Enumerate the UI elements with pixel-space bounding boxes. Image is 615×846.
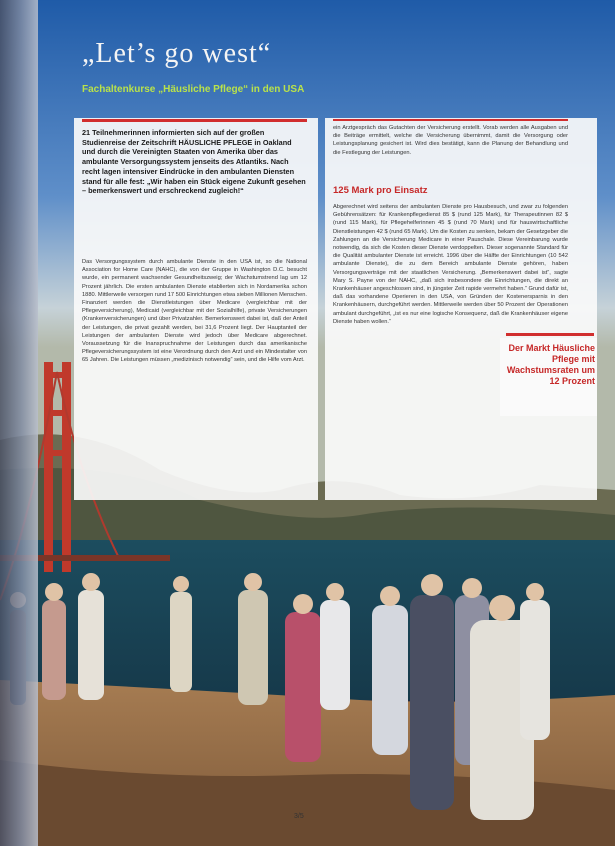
article-title: „Let’s go west“ bbox=[82, 38, 272, 69]
page-spine bbox=[0, 0, 38, 846]
body-text-left: Das Versorgungssystem durch ambulante Dienste in den USA ist, so die National Association for Home Care (NAHC), die von der Gruppe in Washington D.C. besucht wurde, ein permanent wachsender Gesundheitszweig; der Wachstumstrend lag um 12 Prozent jährlich. Die ersten ambulanten Dienste etablierten sich in Nordamerika schon 1880. Mittlerweile versorgen rund 17 500 Einrichtungen etwa sieben Millionen Menschen. Finanziert werden die Dienstleistungen über Medicare (vergleichbar mit der Pflegeversicherung), Medicaid (vergleichbar mit der Sozialhilfe), private Versicherungen (Krankenversicherungen) und über Privatzahler. Bemerkenswert dabei ist, daß der Anteil der Leistungen, die privat gezahlt werden, bei 31,6 Prozent liegt. Der Hauptanteil der Leistungen der ambulanten Dienste wird jedoch über Medicare abgerechnet. Voraussetzung für die Inanspruchnahme der Leistungen durch das amerikanische Pflegeversicherungssystem ist eine Verordnung durch den Arzt und ein Mindestalter von 65 Jahren. Die Leistungen müssen „medizinisch notwendig“ sein, und die Hilfe vom Arzt. bbox=[82, 259, 307, 364]
body-text-right-top: ein Arztgespräch das Gutachten der Versicherung erstellt. Vorab werden alle Ausgaben und die Beiträge ermittelt, welche die Versicherung übernimmt, damit die Versorgung oder Leistungsplanung gesichert ist. Wird dies bestätigt, kann die Planung der Behandlung und die Festlegung der Leistungen. bbox=[333, 125, 568, 156]
pull-quote: Der Markt Häusliche Pflege mit Wachstumsraten um 12 Prozent bbox=[506, 343, 595, 386]
lead-paragraph: 21 Teilnehmerinnen informierten sich auf der großen Studienreise der Zeitschrift HÄUSLICHE PFLEGE in Oakland und durch die Vereinigten Staaten von Amerika über das ambulante Versorgungssystem jenseits des Atlantiks. Nach recht lagen intensiver Eindrücke in den ambulanten Diensten stand für alle fest: „Wir haben ein Stück eigene Zukunft gesehen – bemerkenswert und erschreckend zugleich!“ bbox=[82, 128, 306, 196]
article-subtitle: Fachaltenkurse „Häusliche Pflege“ in den USA bbox=[82, 84, 305, 95]
body-text-right: Abgerechnet wird seitens der ambulanten Dienste pro Hausbesuch, und zwar zu folgenden Gebührensätzen: für Krankenpflegedienst 85 $ (rund 125 Mark), für Therapeutinnen 82 $ (rund 115 Mark), für Pflegehelferinnen 45 $ (rund 70 Mark) und für hauswirtschaftliche Dienstleistungen 42 $ (rund 65 Mark). Um die Kosten zu senken, bekam der Gesetzgeber die Zahlungen an die Versicherung Medicare in einer Pauschale. Diese Vereinbarung wurde notwendig, da sich die Kosten dieser Dienste verdoppelten. Dieser sogenannte Standard für die Qualität ambulanter Dienste ist erreicht. 1996 über die Hälfte der Einrichtungen (10 542 ambulante Dienste), die zu dem Bereich ambulante Dienste gehören, haben Versorgungsverträge mit der staatlichen Versicherung. „Bemerkenswert dabei ist“, sagte Mary S. Payne von der NAHC, „daß sich insbesondere die Einrichtungen, die direkt an Krankenhäuser angeschlossen sind, in jüngster Zeit rapide vermehrt haben.“ Grund dafür ist, daß das vorhandene Operieren in den USA, von Gründen der Kostenersparnis in den Krankenhäusern, durchgeführt werden. Mittlerweile werden über 50 Prozent der Operationen ambulant durchgeführt, „ist es nur eine logische Konsequenz, daß die Krankenhäuser eigene Dienste haben wollen.“ bbox=[333, 204, 568, 325]
divider-left bbox=[82, 119, 307, 122]
section-heading: 125 Mark pro Einsatz bbox=[333, 185, 428, 196]
page-number: 3/5 bbox=[294, 813, 304, 820]
divider-right bbox=[333, 119, 568, 121]
quote-divider bbox=[506, 333, 594, 336]
